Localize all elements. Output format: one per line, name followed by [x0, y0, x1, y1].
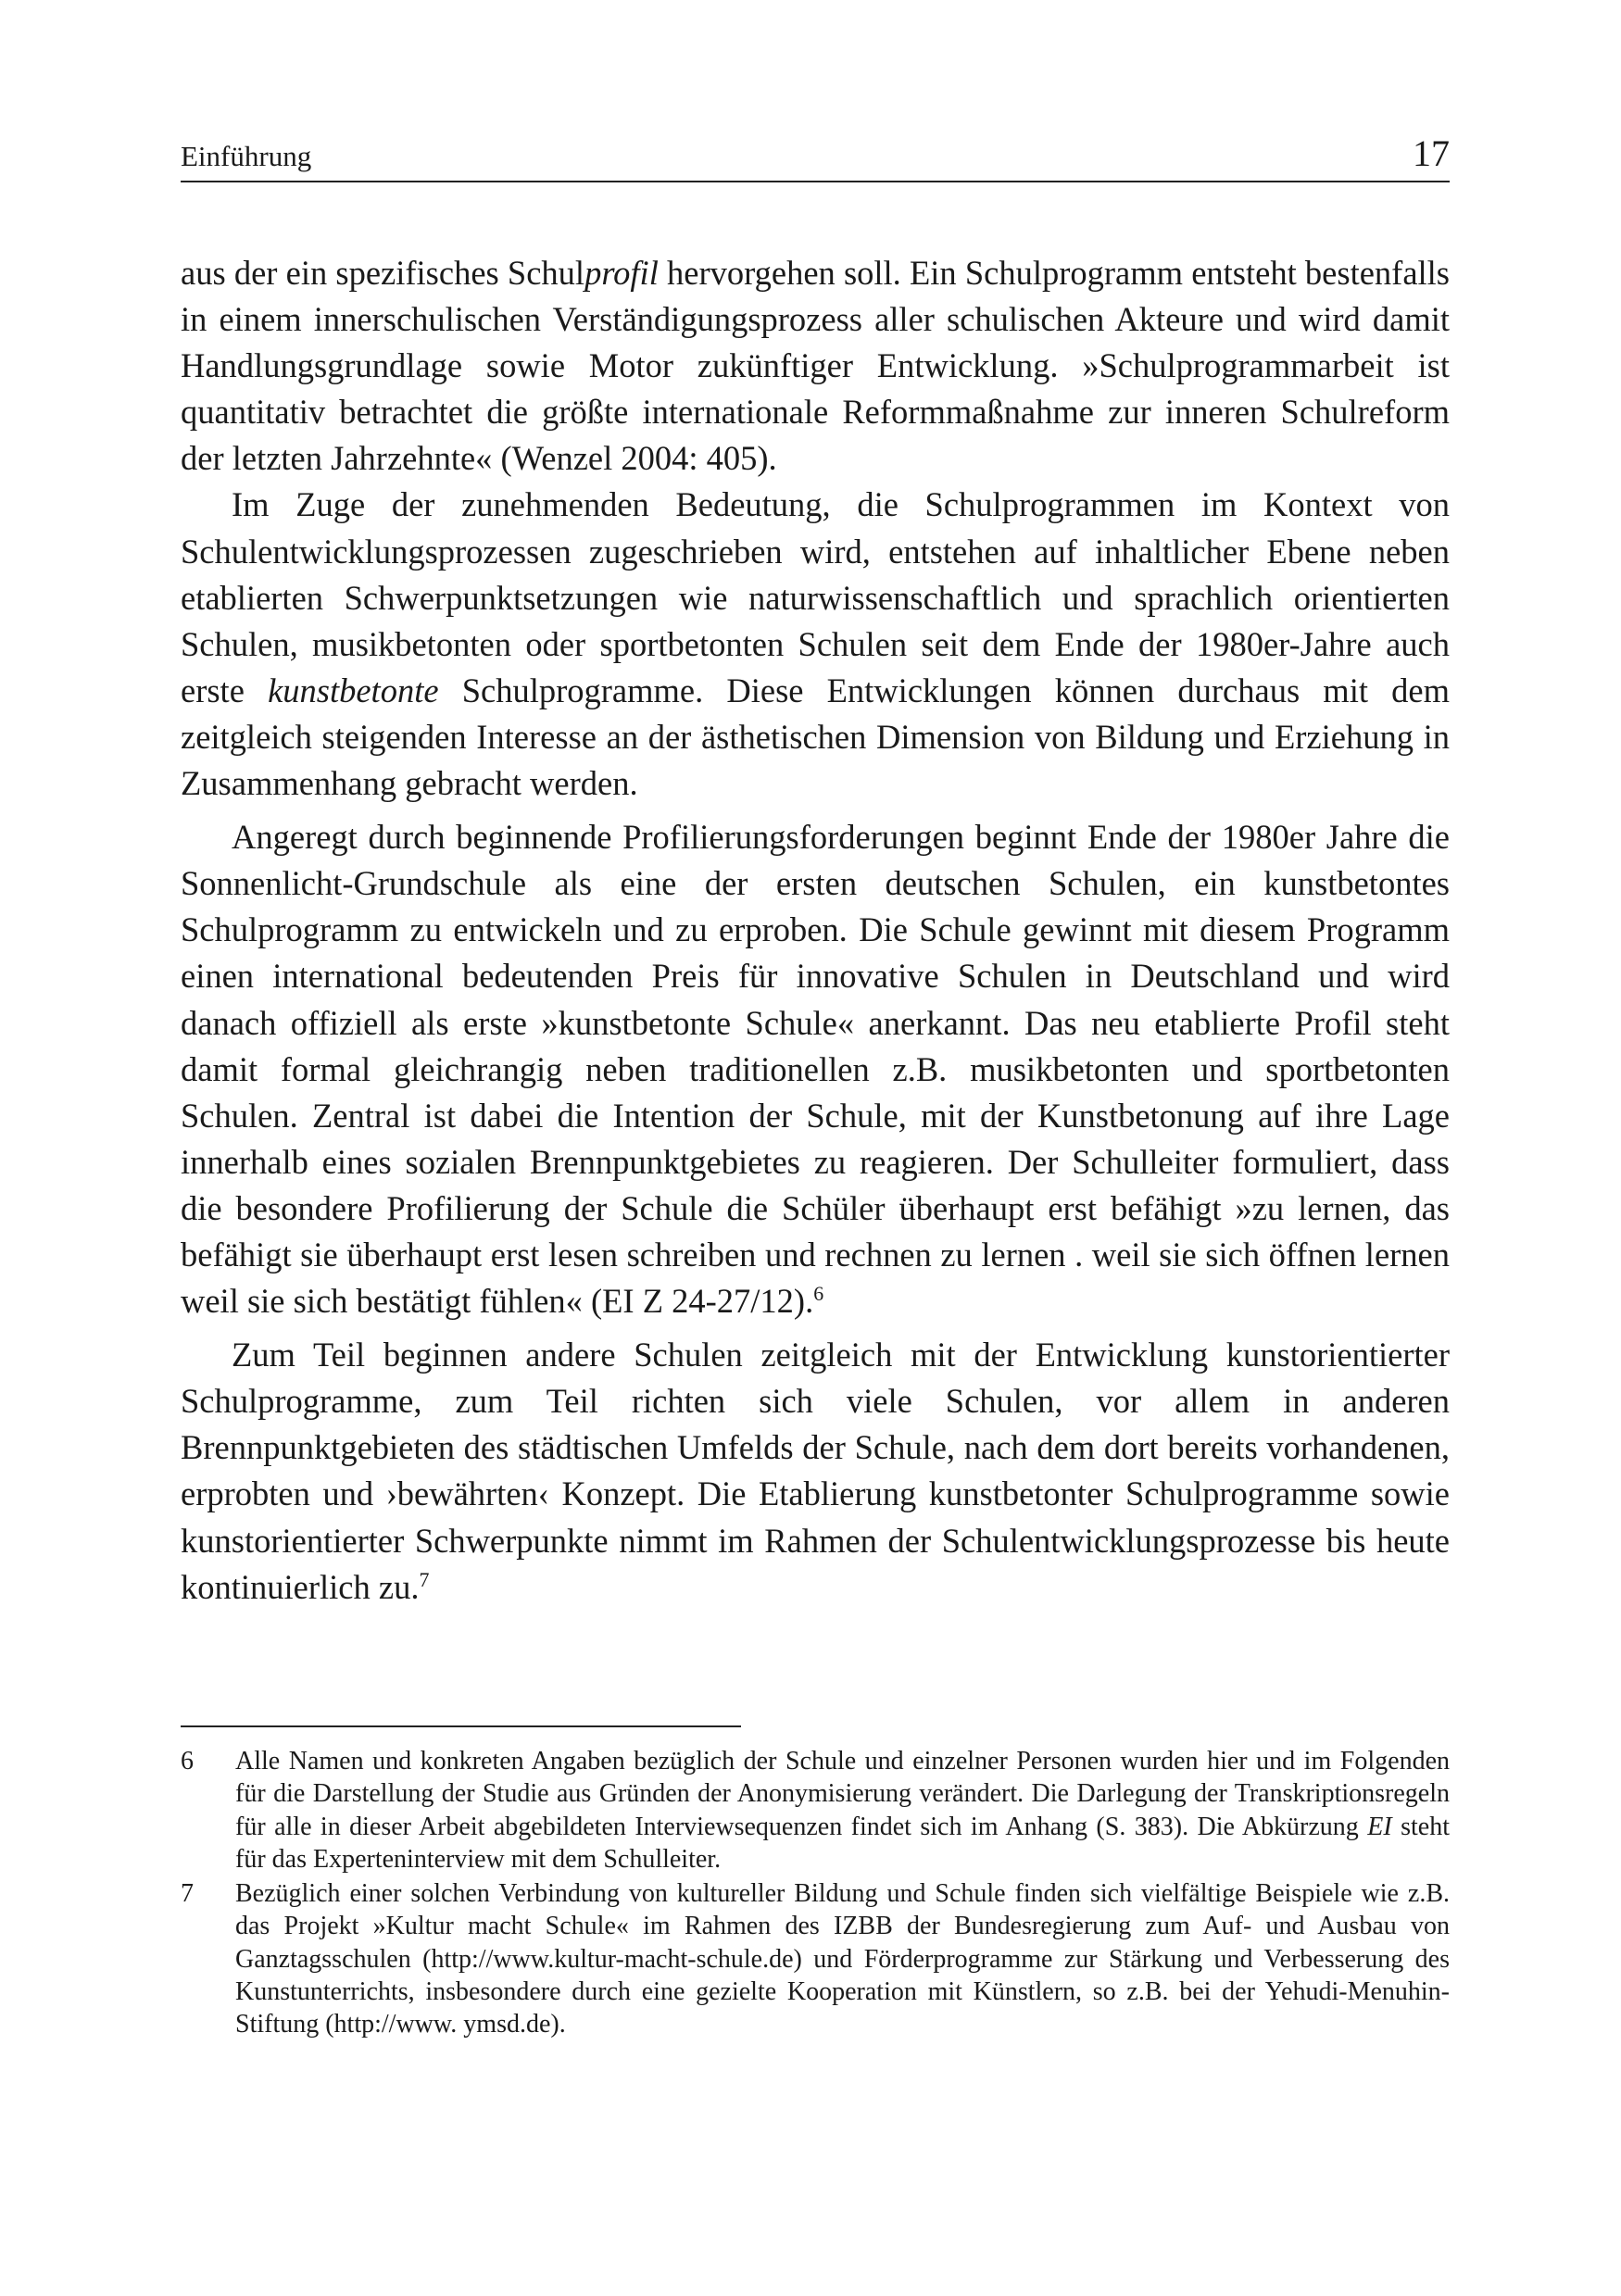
footnote-reference-7[interactable]: 7	[419, 1567, 430, 1591]
paragraph-3: Angeregt durch beginnende Profilierungsforderungen beginnt Ende der 1980er Jahre die Sonnenlicht-Grundschule als eine der ersten deutschen Schulen, ein kunstbetontes Schulprogramm zu entwickeln und zu erproben. Die Schule gewinnt mit diesem Programm einen international bedeutenden Preis für innovative Schulen in Deutschland und wird danach offiziell als erste »kunstbetonte Schule« anerkannt. Das neu etablierte Profil steht damit formal gleichrangig neben traditionellen z.B. musikbetonten und sportbetonten Schulen. Zentral ist dabei die Intention der Schule, mit der Kunstbetonung auf ihre Lage innerhalb eines sozialen Brennpunktgebietes zu reagieren. Der Schulleiter formuliert, dass die besondere Profilierung der Schule die Schüler überhaupt erst befähigt »zu lernen, das befähigt sie überhaupt erst lesen schreiben und rechnen zu lernen . weil sie sich öffnen lernen weil sie sich bestätigt fühlen« (EI Z 24-27/12).$^6$	[181, 818, 1450, 1321]
footnote-text: Alle Namen und konkreten Angaben bezüglich der Schule und einzelner Personen wurden hier und im Folgenden für die Darstellung der Studie aus Gründen der Anonymisierung verändert. Die Darlegung der Transkriptionsregeln für alle in dieser Arbeit abgebildeten Interviewsequenzen findet sich im Anhang (S. 383). Die Abkürzung EI steht für das Experteninterview mit dem Schulleiter.	[235, 1747, 1451, 1874]
running-header	[181, 125, 1450, 182]
emphasis-profil: profil	[584, 254, 659, 292]
page-number: 17	[1413, 132, 1450, 174]
footnote-7	[181, 1877, 1450, 2040]
main-text	[181, 250, 1450, 1611]
footnote-text: Bezüglich einer solchen Verbindung von kultureller Bildung und Schule finden sich vielfältige Beispiele wie z.B. das Projekt »Kultur macht Schule« im Rahmen des IZBB der Bundesregierung zum Auf- und Ausbau von Ganztagsschulen (http://www.kultur-macht-schule.de) und Förderprogramme zur Stärkung und Verbesserung des Kunstunterrichts, insbesondere durch eine gezielte Kooperation mit Künstlern, so z.B. bei der Yehudi-Menuhin-Stiftung (http://www. ymsd.de).	[235, 1879, 1450, 2039]
paragraph-4: Zum Teil beginnen andere Schulen zeitgleich mit der Entwicklung kunstorientierter Schulprogramme, zum Teil richten sich viele Schulen, vor allem in anderen Brennpunktgebieten des städtischen Umfelds der Schule, nach dem dort bereits vorhandenen, erprobten und ›bewährten‹ Konzept. Die Etablierung kunstbetonter Schulprogramme sowie kunstorientierter Schwerpunkte nimmt im Rahmen der Schulentwicklungsprozesse bis heute kontinuierlich zu.$^7$	[181, 1336, 1450, 1606]
emphasis-kunstbetonte: kunstbetonte	[268, 671, 439, 709]
paragraph-1: aus der ein spezifisches Schulprofil hervorgehen soll. Ein Schulprogramm entsteht bestenfalls in einem innerschulischen Verständigungsprozess aller schulischen Akteure und wird damit Handlungsgrundlage sowie Motor zukünftiger Entwicklung. »Schulprogrammarbeit ist quantitativ betrachtet die größte internationale Reformmaßnahme zur inneren Schulreform der letzten Jahrzehnte« (Wenzel 2004: 405).	[181, 254, 1451, 478]
footnote-number: 7	[181, 1879, 194, 1909]
footnote-number: 6	[181, 1747, 194, 1775]
paragraph-2: Im Zuge der zunehmenden Bedeutung, die Schulprogrammen im Kontext von Schulentwicklungsprozessen zugeschrieben wird, entstehen auf inhaltlicher Ebene neben etablierten Schwerpunktsetzungen wie naturwissenschaftlich und sprachlich orientierten Schulen, musikbetonten oder sportbetonten Schulen seit dem Ende der 1980er-Jahre auch erste kunstbetonte Schulprogramme. Diese Entwicklungen können durchaus mit dem zeitgleich steigenden Interesse an der ästhetischen Dimension von Bildung und Erziehung in Zusammenhang gebracht werden.	[181, 485, 1450, 803]
footnotes	[181, 1745, 1450, 2041]
footnote-separator	[181, 1725, 741, 1727]
footnote-reference-6[interactable]: 6	[813, 1281, 824, 1305]
chapter-title: Einführung	[181, 140, 312, 172]
footnote-6	[181, 1745, 1450, 1876]
